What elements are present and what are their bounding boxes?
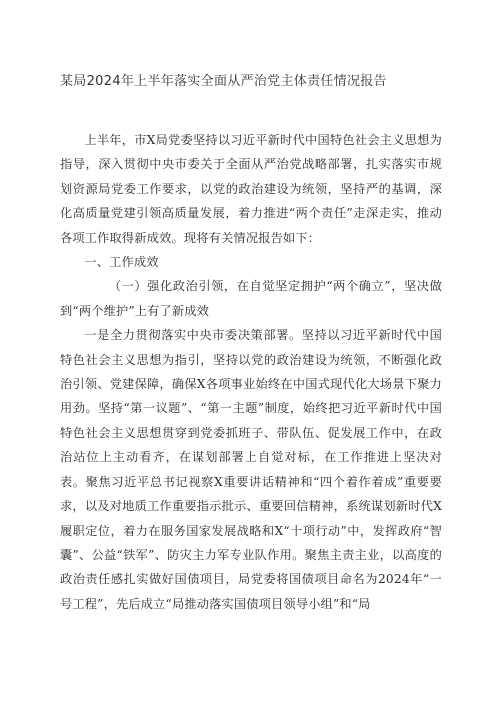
section-heading: 一、工作成效	[84, 255, 159, 270]
intro-paragraph: 上半年，市X局党委坚持以习近平新时代中国特色社会主义思想为指导，深入贯彻中央市委关于全面从严治党战略部署，扎实落实市规划资源局党委工作要求，以党的政治建设为统领，坚持严的基调，深化高质量党建引领高质量发展，着力推进“两个责任”走深走实，推动各项工作取得新成效。现将有关情况报告如下：	[60, 133, 442, 245]
subsection-heading: （一）强化政治引领，在自觉坚定拥护“两个确立”，坚决做到“两个维护”上有了新成效	[60, 279, 442, 318]
document-title: 某局2024年上半年落实全面从严治党主体责任情况报告	[60, 74, 387, 89]
body-paragraph: 一是全力贯彻落实中央市委决策部署。坚持以习近平新时代中国特色社会主义思想为指引，坚持以党的政治建设为统领，不断强化政治引领、党建保障，确保X各项事业始终在中国式现代化大场景下聚力用劲。坚持“第一议题”、“第一主题”制度，始终把习近平新时代中国特色社会主义思想贯穿到党委抓班子、带队伍、促发展工作中，在政治站位上主动看齐，在谋划部署上自觉对标，在工作推进上坚决对表。聚焦习近平总书记视察X重要讲话精神和“四个着作着成”重要要求，以及对地质工作重要指示批示、重要回信精神，系统谋划新时代X履职定位，着力在服务国家发展战略和X“十项行动”中，发挥政府“智囊”、公益“铁军”、防灾主力军专业队作用。聚焦主责主业，以高度的政治责任感扎实做好国债项目，局党委将国债项目命名为2024年“一号工程”，先后成立“局推动落实国债项目领导小组”和“局	[60, 328, 442, 611]
document-body	[60, 128, 442, 616]
